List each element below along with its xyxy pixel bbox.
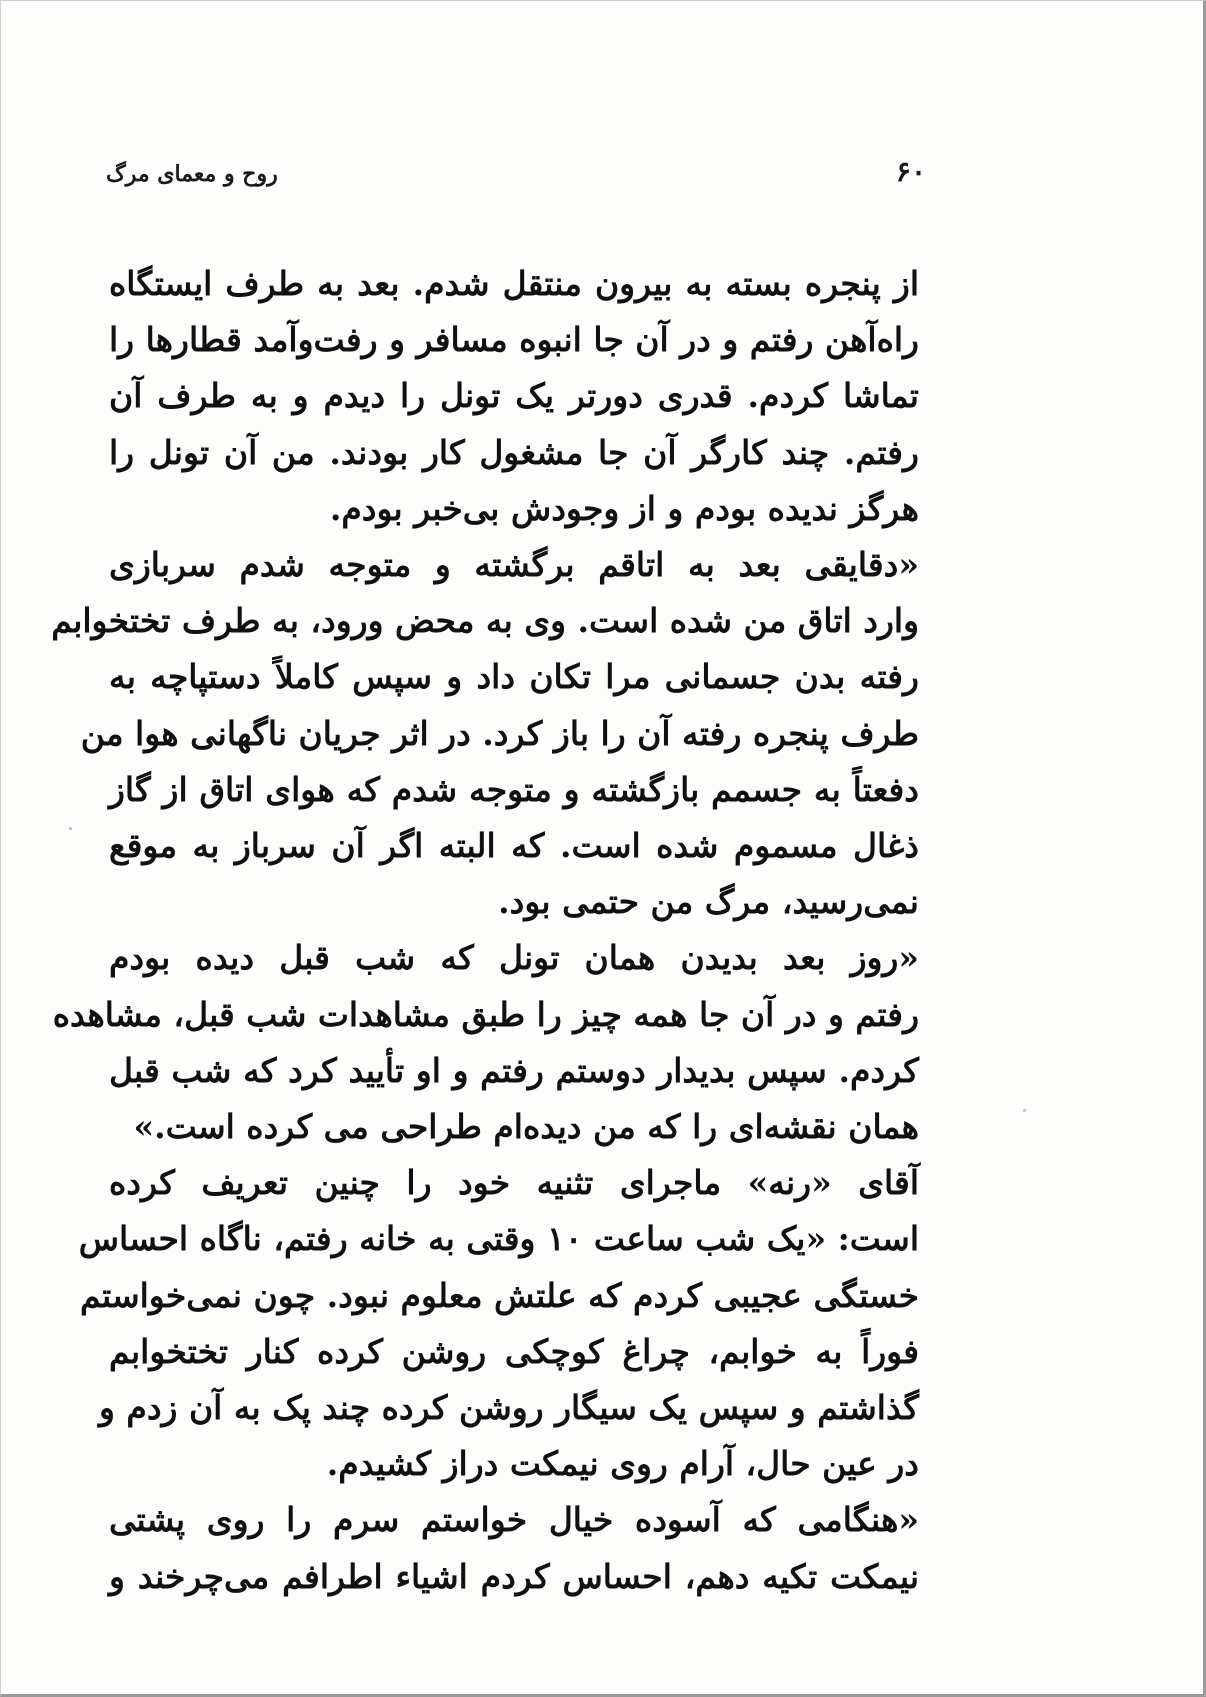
text-line: از پنجره بسته به بیرون منتقل شدم. بعد به طرف ایستگاه — [109, 264, 919, 303]
paragraph — [78, 1155, 919, 1492]
text-line: آقای «رنه» ماجرای تثنیه خود را چنین تعریف کرده — [109, 1163, 919, 1203]
text-line: طرف پنجره رفته آن را باز کرد. در اثر جریان ناگهانی هوا من — [80, 713, 919, 753]
text-line: نمی‌رسید، مرگ من حتمی بود. — [498, 882, 919, 922]
text-line: فوراً به خوابم، چراغ کوچکی روشن کرده کنار تختخوابم — [109, 1331, 919, 1371]
text-line: «هنگامی که آسوده خیال خواستم سرم را روی پشتی — [109, 1500, 919, 1540]
text-line: «دقایقی بعد به اتاقم برگشته و متوجه شدم سربازی — [109, 545, 919, 585]
text-line: هرگز ندیده بودم و از وجودش بی‌خبر بودم. — [329, 488, 919, 528]
page-number: ۶۰ — [895, 155, 926, 188]
text-line: است: «یک شب ساعت ۱۰ وقتی به خانه رفتم، ناگاه احساس — [78, 1219, 919, 1259]
paragraph — [109, 1492, 919, 1604]
text-line: ذغال مسموم شده است. که البته اگر آن سرباز به موقع — [109, 826, 919, 866]
page-header — [106, 153, 926, 193]
paragraph — [51, 537, 919, 930]
text-line: تماشا کردم. قدری دورتر یک تونل را دیدم و به طرف آن — [109, 376, 919, 416]
text-line: در عین حال، آرام روی نیمکت دراز کشیدم. — [326, 1444, 919, 1484]
paragraph — [52, 930, 919, 1155]
text-line: وارد اتاق من شده است. وی به محض ورود، به طرف تختخوابم — [51, 601, 919, 641]
scan-speck — [1023, 1109, 1026, 1112]
text-line: رفته بدن جسمانی مرا تکان داد و سپس کاملاً دستپاچه به — [109, 657, 919, 697]
paragraph — [109, 256, 919, 537]
text-line: کردم. سپس بدیدار دوستم رفتم و او تأیید کرد که شب قبل — [109, 1050, 919, 1090]
text-line: راه‌آهن رفتم و در آن جا انبوه مسافر و رفت‌وآمد قطارها را — [109, 320, 919, 360]
text-line: همان نقشه‌ای را که من دیده‌ام طراحی می کرده است.» — [133, 1107, 919, 1147]
text-line: «روز بعد بدیدن همان تونل که شب قبل دیده بودم — [109, 938, 919, 978]
text-line: نیمکت تکیه دهم، احساس کردم اشیاء اطرافم می‌چرخند و — [109, 1556, 919, 1596]
body-text — [51, 256, 919, 1605]
text-line: خستگی عجیبی کردم که علتش معلوم نبود. چون نمی‌خواستم — [80, 1275, 919, 1315]
running-title: روح و معمای مرگ — [106, 161, 278, 187]
text-line: رفتم و در آن جا همه چیز را طبق مشاهدات شب قبل، مشاهده — [52, 994, 919, 1034]
text-line: دفعتاً به جسمم بازگشته و متوجه شدم که هوای اتاق از گاز — [109, 769, 919, 809]
scan-speck — [69, 827, 72, 830]
text-line: گذاشتم و سپس یک سیگار روشن کرده چند پک به آن زدم و — [98, 1388, 919, 1428]
text-line: رفتم. چند کارگر آن جا مشغول کار بودند. من آن تونل را — [109, 432, 919, 472]
